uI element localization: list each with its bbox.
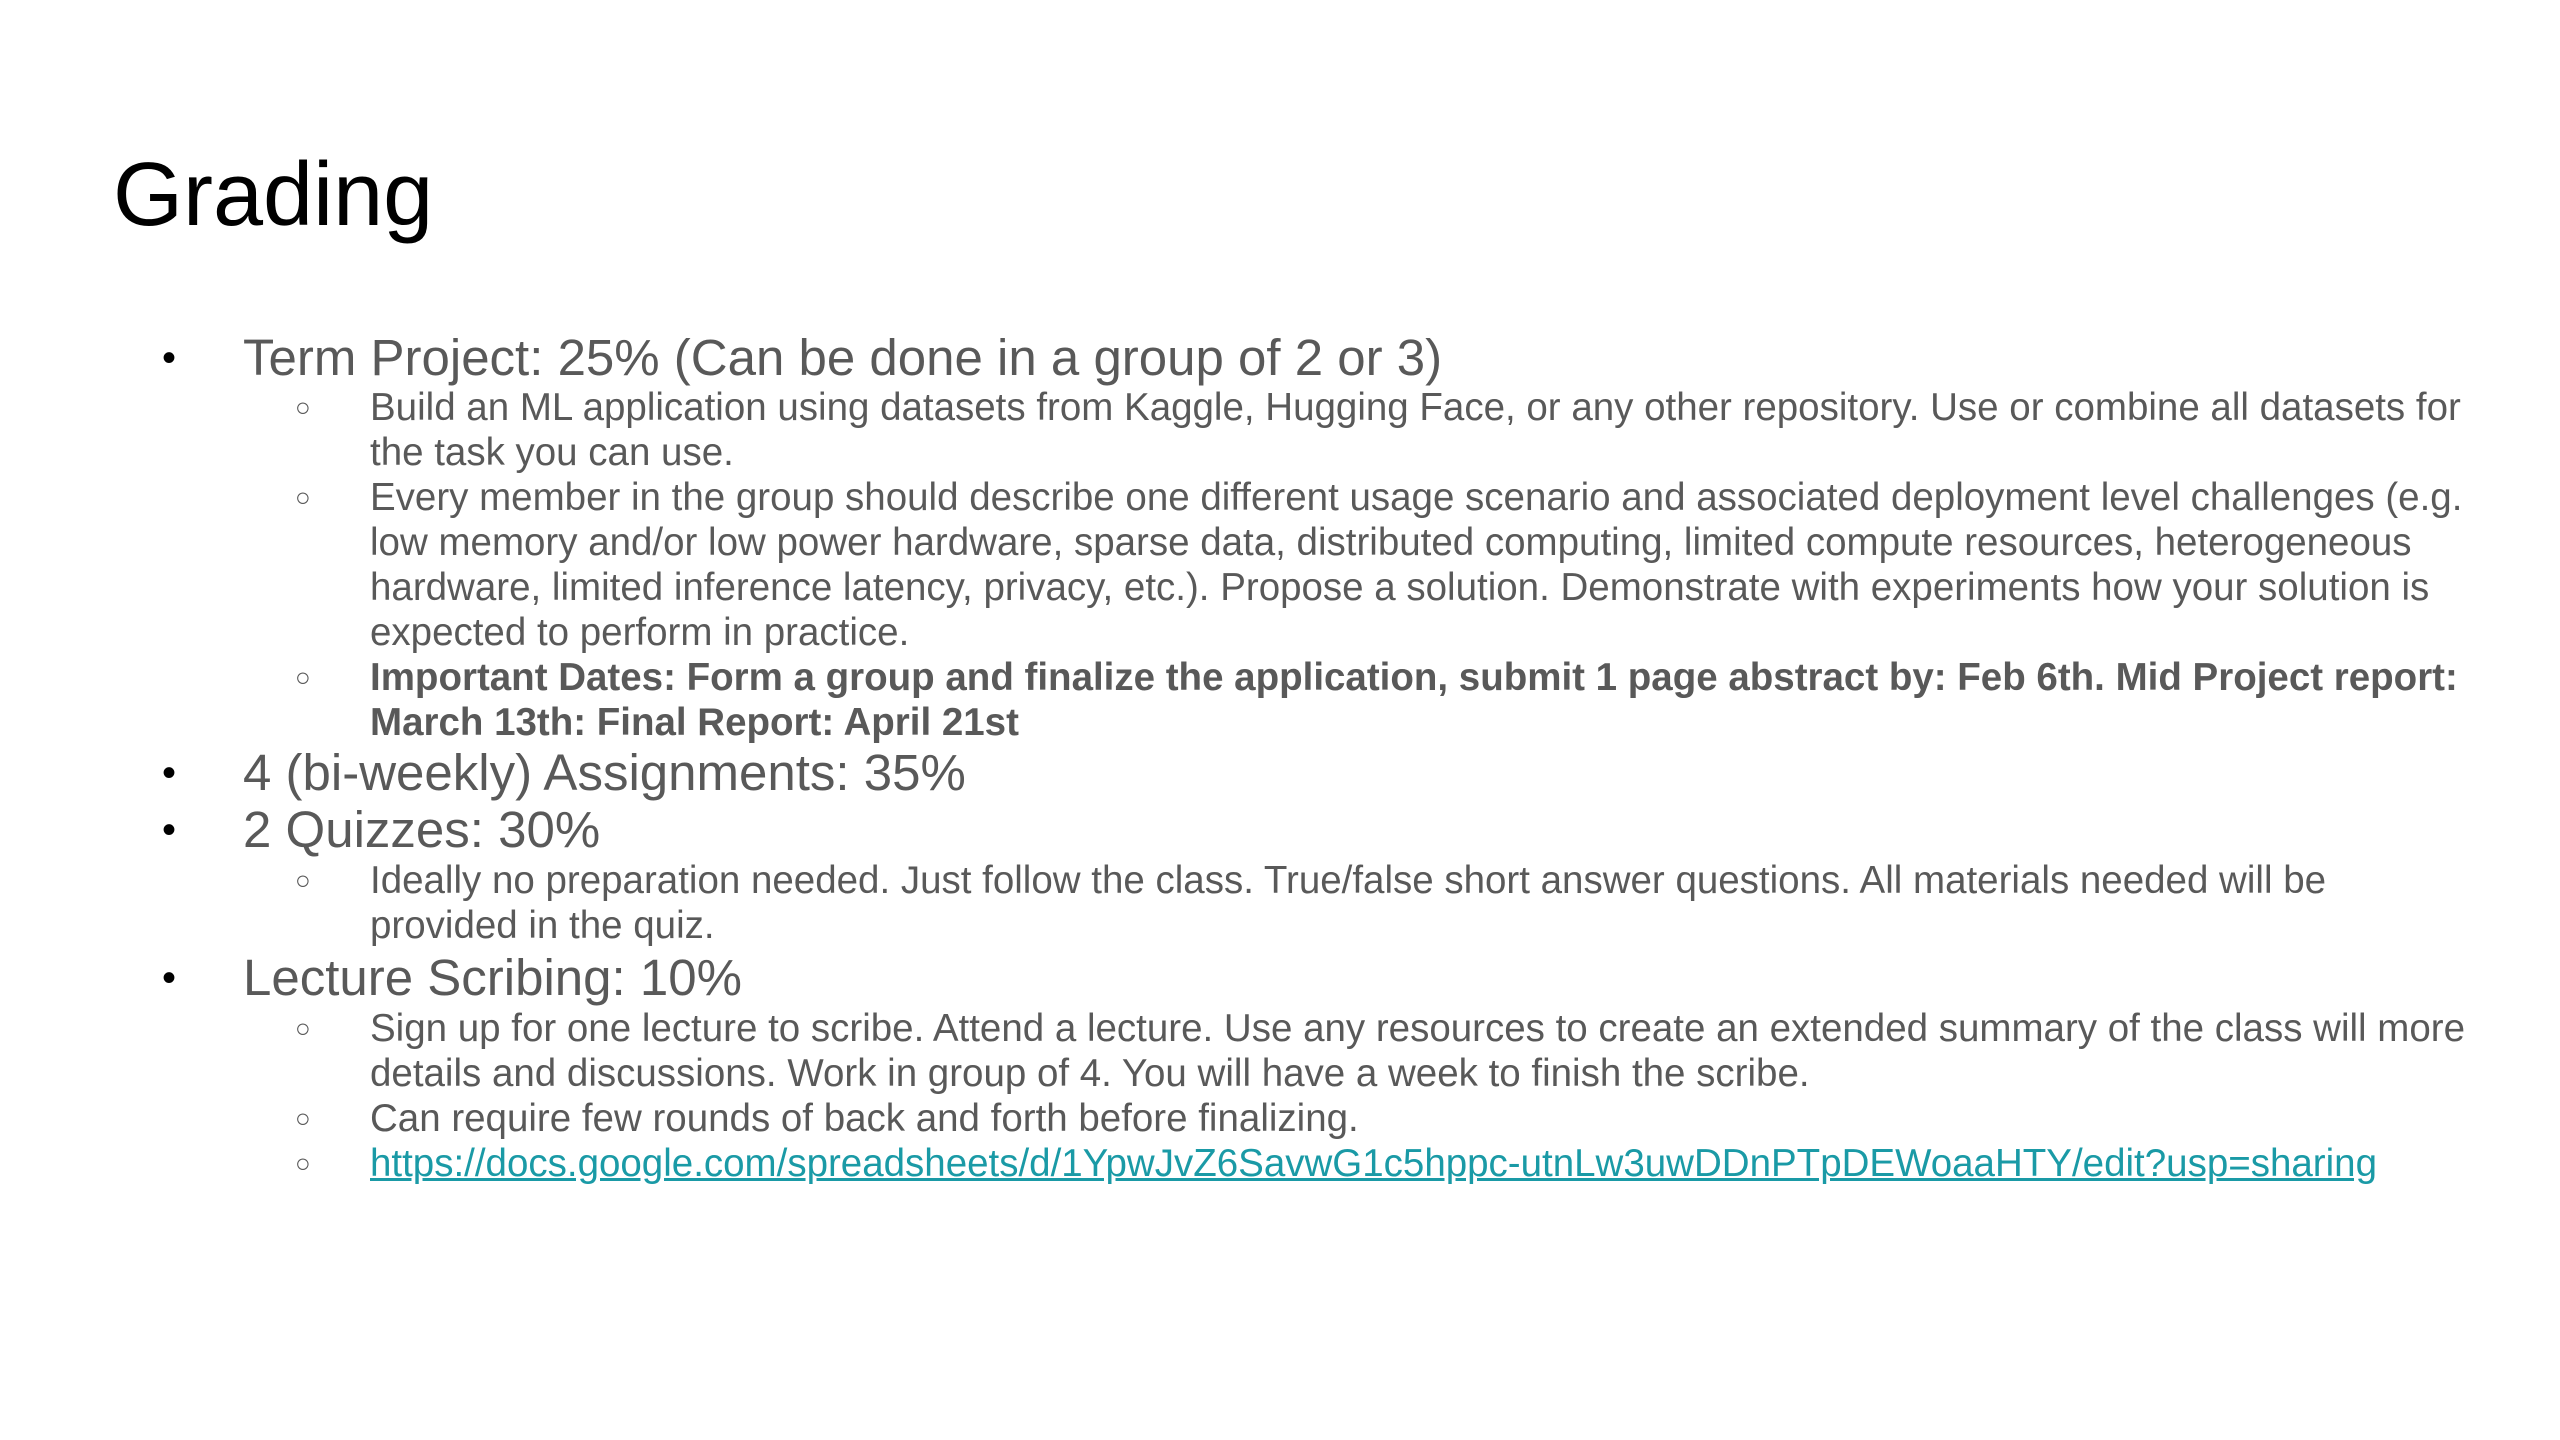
sub-item-text: Build an ML application using datasets from Kaggle, Hugging Face, or any other repository. Use or combine all datasets for the task you can use. xyxy=(370,386,2461,474)
bullet-dot-icon: • xyxy=(162,336,177,380)
bullet-dot-icon: • xyxy=(162,956,177,1000)
bullet-dot-icon: • xyxy=(162,751,177,795)
bullet-circle-icon: ○ xyxy=(295,482,311,512)
bullet-circle-icon: ○ xyxy=(295,1013,311,1043)
bullet-circle-icon: ○ xyxy=(295,1103,311,1133)
sub-item-text: Can require few rounds of back and forth before finalizing. xyxy=(370,1097,1359,1140)
sub-item-link xyxy=(295,1141,2480,1186)
sub-item xyxy=(295,385,2480,475)
sub-item-text: Ideally no preparation needed. Just follow the class. True/false short answer questions. All materials needed will be provided in the quiz. xyxy=(370,859,2327,947)
list-item-label: 4 (bi-weekly) Assignments: 35% xyxy=(243,744,966,801)
sub-item xyxy=(295,858,2480,948)
sub-item-text: Sign up for one lecture to scribe. Attend a lecture. Use any resources to create an extended summary of the class will more details and discussions. Work in group of 4. You will have a week to finish the scribe. xyxy=(370,1007,2466,1095)
sub-item-text: Every member in the group should describe one different usage scenario and associated deployment level challenges (e.g. low memory and/or low power hardware, sparse data, distributed computing, limited compute resources, heterogeneous hardware, limited inference latency, privacy, etc.). Propose a solution. Demonstrate with experiments how your solution is expected to perform in practice. xyxy=(370,476,2463,654)
sub-item xyxy=(295,1096,2480,1141)
scribe-signup-link[interactable]: https://docs.google.com/spreadsheets/d/1YpwJvZ6SavwG1c5hppc-utnLw3uwDDnPTpDEWoaaHTY/edit?usp=sharing xyxy=(370,1142,2377,1185)
list-item-label: 2 Quizzes: 30% xyxy=(243,801,601,858)
bullet-circle-icon: ○ xyxy=(295,865,311,895)
bullet-dot-icon: • xyxy=(162,808,177,852)
slide-title: Grading xyxy=(113,145,434,245)
bullet-circle-icon: ○ xyxy=(295,392,311,422)
list-item-label: Lecture Scribing: 10% xyxy=(243,949,742,1006)
bullet-circle-icon: ○ xyxy=(295,1148,311,1178)
sub-item-text: Important Dates: Form a group and finalize the application, submit 1 page abstract by: Feb 6th. Mid Project report: March 13th: Final Report: April 21st xyxy=(370,656,2458,744)
list-item-label: Term Project: 25% (Can be done in a group of 2 or 3) xyxy=(243,329,1443,386)
bullet-circle-icon: ○ xyxy=(295,662,311,692)
sub-item xyxy=(295,1006,2480,1096)
sub-item xyxy=(295,475,2480,655)
sub-item-important-dates xyxy=(295,655,2480,745)
